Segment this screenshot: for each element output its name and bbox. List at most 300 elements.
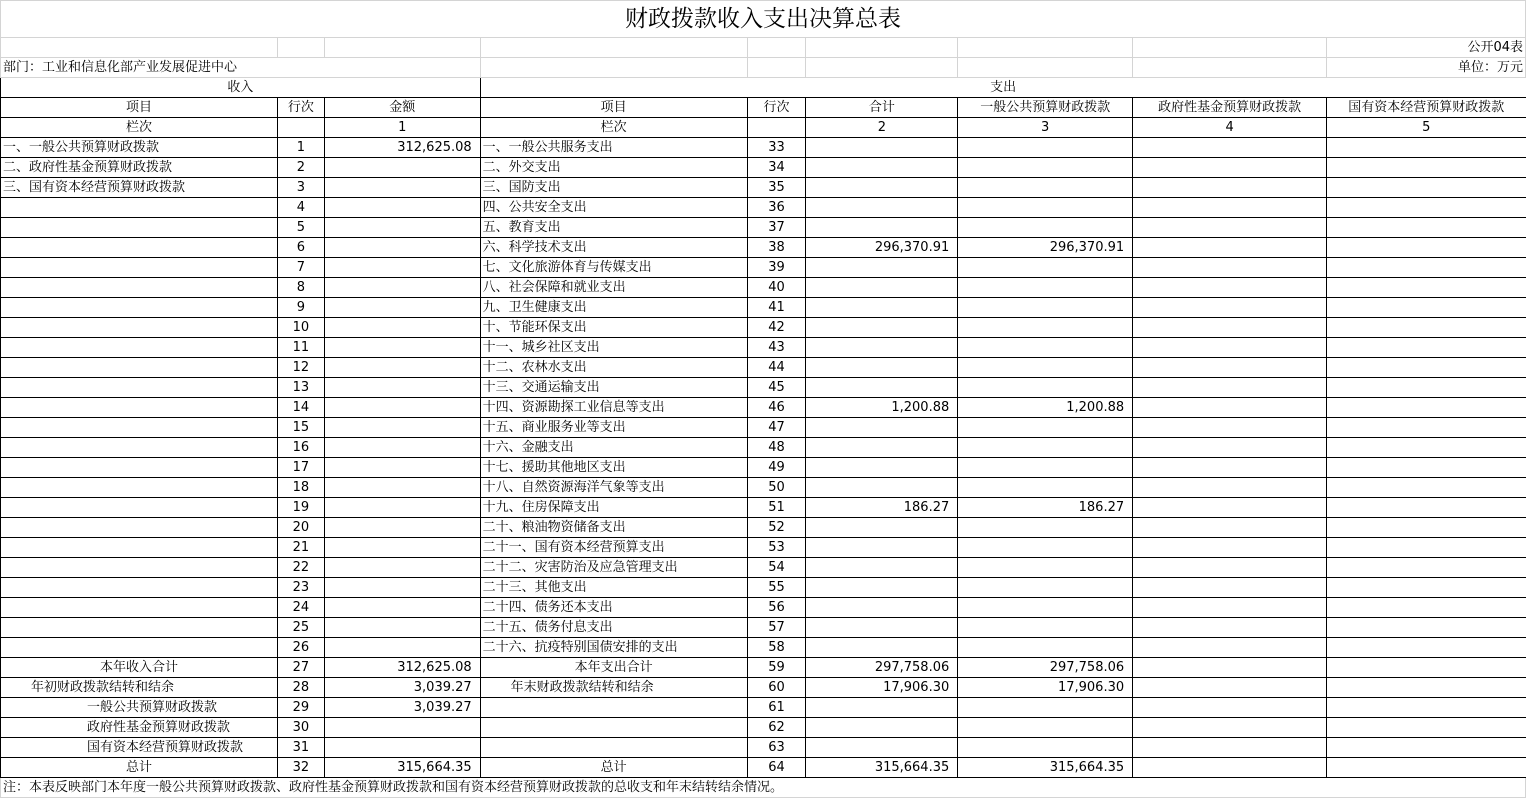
total-header: 合计 xyxy=(806,98,958,118)
income-row-no: 23 xyxy=(277,578,324,598)
income-row-no: 22 xyxy=(277,558,324,578)
empty-cell xyxy=(1133,738,1327,758)
end-balance-label: 年末财政拨款结转和结余 xyxy=(480,678,747,698)
income-item: 三、国有资本经营预算财政拨款 xyxy=(1,178,278,198)
expense-total-amount: 297,758.06 xyxy=(806,658,958,678)
income-row-no: 14 xyxy=(277,398,324,418)
income-item xyxy=(1,578,278,598)
empty-cell xyxy=(480,718,747,738)
expense-total xyxy=(806,258,958,278)
table-row xyxy=(1,498,1526,518)
income-amount xyxy=(324,338,480,358)
expense-general xyxy=(958,578,1133,598)
expense-row-no: 49 xyxy=(747,458,806,478)
income-row-no: 24 xyxy=(277,598,324,618)
income-item xyxy=(1,238,278,258)
empty-cell xyxy=(958,718,1133,738)
empty-cell xyxy=(1133,658,1327,678)
expense-gov-fund xyxy=(1133,318,1327,338)
expense-item-header: 项目 xyxy=(480,98,747,118)
column-label: 栏次 xyxy=(480,118,747,138)
income-item xyxy=(1,478,278,498)
income-amount xyxy=(324,318,480,338)
summary-row xyxy=(1,678,1526,698)
expense-row-no: 45 xyxy=(747,378,806,398)
expense-gov-fund xyxy=(1133,438,1327,458)
expense-row-no: 34 xyxy=(747,158,806,178)
empty-cell xyxy=(480,698,747,718)
empty-cell xyxy=(480,738,747,758)
column-number: 1 xyxy=(324,118,480,138)
expense-item: 十七、援助其他地区支出 xyxy=(480,458,747,478)
income-item xyxy=(1,558,278,578)
row-62-no: 62 xyxy=(747,718,806,738)
table-row xyxy=(1,198,1526,218)
expense-total xyxy=(806,558,958,578)
expense-row-no: 55 xyxy=(747,578,806,598)
expense-total xyxy=(806,378,958,398)
expense-general xyxy=(958,538,1133,558)
income-item xyxy=(1,638,278,658)
expense-total xyxy=(806,618,958,638)
expense-header: 支出 xyxy=(480,78,1525,98)
income-row-no: 5 xyxy=(277,218,324,238)
empty-cell xyxy=(958,698,1133,718)
expense-item: 二十五、债务付息支出 xyxy=(480,618,747,638)
income-row-no: 21 xyxy=(277,538,324,558)
expense-general: 186.27 xyxy=(958,498,1133,518)
expense-gov-fund xyxy=(1133,138,1327,158)
expense-general xyxy=(958,438,1133,458)
expense-state-capital xyxy=(1327,618,1526,638)
begin-state-capital-label: 国有资本经营预算财政拨款 xyxy=(1,738,278,758)
expense-row-no: 51 xyxy=(747,498,806,518)
income-item xyxy=(1,338,278,358)
income-amount xyxy=(324,558,480,578)
column-number: 2 xyxy=(806,118,958,138)
begin-general-no: 29 xyxy=(277,698,324,718)
table-row xyxy=(1,398,1526,418)
table-row xyxy=(1,158,1526,178)
begin-balance-amount: 3,039.27 xyxy=(324,678,480,698)
expense-item: 十五、商业服务业等支出 xyxy=(480,418,747,438)
expense-state-capital xyxy=(1327,518,1526,538)
table-row xyxy=(1,378,1526,398)
income-row-no: 17 xyxy=(277,458,324,478)
footnote: 注：本表反映部门本年度一般公共预算财政拨款、政府性基金预算财政拨款和国有资本经营预算财政拨款的总收支和年末结转结余情况。 xyxy=(1,778,1526,798)
expense-row-no: 38 xyxy=(747,238,806,258)
page-title: 财政拨款收入支出决算总表 xyxy=(1,1,1526,38)
expense-general xyxy=(958,558,1133,578)
expense-gov-fund xyxy=(1133,278,1327,298)
table-row xyxy=(1,438,1526,458)
expense-total-no: 59 xyxy=(747,658,806,678)
expense-gov-fund xyxy=(1133,578,1327,598)
expense-row-no: 48 xyxy=(747,438,806,458)
table-row xyxy=(1,478,1526,498)
expense-general xyxy=(958,358,1133,378)
expense-item: 十六、金融支出 xyxy=(480,438,747,458)
income-amount xyxy=(324,298,480,318)
income-row-no: 8 xyxy=(277,278,324,298)
expense-general xyxy=(958,178,1133,198)
income-row-no: 6 xyxy=(277,238,324,258)
income-amount xyxy=(324,458,480,478)
expense-general xyxy=(958,318,1133,338)
income-row-no: 3 xyxy=(277,178,324,198)
expense-item: 十八、自然资源海洋气象等支出 xyxy=(480,478,747,498)
income-amount xyxy=(324,578,480,598)
empty-cell xyxy=(958,738,1133,758)
expense-row-no: 37 xyxy=(747,218,806,238)
begin-general-label: 一般公共预算财政拨款 xyxy=(1,698,278,718)
expense-gov-fund xyxy=(1133,298,1327,318)
income-total-amount: 312,625.08 xyxy=(324,658,480,678)
income-amount xyxy=(324,398,480,418)
gov-fund-header: 政府性基金预算财政拨款 xyxy=(1133,98,1327,118)
expense-item: 二十六、抗疫特别国债安排的支出 xyxy=(480,638,747,658)
income-row-no: 13 xyxy=(277,378,324,398)
empty-cell xyxy=(1133,698,1327,718)
expense-row-no: 46 xyxy=(747,398,806,418)
expense-state-capital xyxy=(1327,178,1526,198)
expense-gov-fund xyxy=(1133,378,1327,398)
expense-item: 十三、交通运输支出 xyxy=(480,378,747,398)
row-63-no: 63 xyxy=(747,738,806,758)
begin-general-amount: 3,039.27 xyxy=(324,698,480,718)
income-row-no: 7 xyxy=(277,258,324,278)
expense-item: 九、卫生健康支出 xyxy=(480,298,747,318)
expense-state-capital xyxy=(1327,198,1526,218)
grand-total-no: 32 xyxy=(277,758,324,778)
empty-cell xyxy=(1327,758,1526,778)
grand-total-amount: 315,664.35 xyxy=(324,758,480,778)
expense-general xyxy=(958,518,1133,538)
expense-row-no: 35 xyxy=(747,178,806,198)
expense-state-capital xyxy=(1327,158,1526,178)
empty-cell xyxy=(1327,658,1526,678)
state-capital-header: 国有资本经营预算财政拨款 xyxy=(1327,98,1526,118)
expense-general xyxy=(958,278,1133,298)
income-amount xyxy=(324,198,480,218)
income-item xyxy=(1,458,278,478)
expense-item: 二十三、其他支出 xyxy=(480,578,747,598)
expense-gov-fund xyxy=(1133,338,1327,358)
column-label: 栏次 xyxy=(1,118,278,138)
income-row-no: 15 xyxy=(277,418,324,438)
expense-general xyxy=(958,338,1133,358)
expense-general xyxy=(958,598,1133,618)
income-amount xyxy=(324,638,480,658)
expense-gov-fund xyxy=(1133,418,1327,438)
expense-item: 二十二、灾害防治及应急管理支出 xyxy=(480,558,747,578)
income-amount xyxy=(324,518,480,538)
expense-total xyxy=(806,598,958,618)
income-item xyxy=(1,538,278,558)
expense-state-capital xyxy=(1327,298,1526,318)
expense-state-capital xyxy=(1327,238,1526,258)
end-balance-general: 17,906.30 xyxy=(958,678,1133,698)
expense-state-capital xyxy=(1327,598,1526,618)
income-item xyxy=(1,378,278,398)
expense-state-capital xyxy=(1327,138,1526,158)
end-balance-total: 17,906.30 xyxy=(806,678,958,698)
income-header: 收入 xyxy=(1,78,481,98)
expense-item: 十九、住房保障支出 xyxy=(480,498,747,518)
expense-item: 四、公共安全支出 xyxy=(480,198,747,218)
expense-general xyxy=(958,218,1133,238)
income-amount xyxy=(324,538,480,558)
expense-item: 二十四、债务还本支出 xyxy=(480,598,747,618)
income-item: 二、政府性基金预算财政拨款 xyxy=(1,158,278,178)
expense-state-capital xyxy=(1327,578,1526,598)
income-row-no-header: 行次 xyxy=(277,98,324,118)
expense-total-general: 297,758.06 xyxy=(958,658,1133,678)
column-number: 3 xyxy=(958,118,1133,138)
income-row-no: 26 xyxy=(277,638,324,658)
table-row xyxy=(1,138,1526,158)
income-row-no: 4 xyxy=(277,198,324,218)
expense-gov-fund xyxy=(1133,358,1327,378)
empty-cell xyxy=(806,718,958,738)
column-number: 4 xyxy=(1133,118,1327,138)
expense-general xyxy=(958,458,1133,478)
empty-cell xyxy=(1133,718,1327,738)
expense-row-no: 40 xyxy=(747,278,806,298)
expense-gov-fund xyxy=(1133,398,1327,418)
table-row xyxy=(1,178,1526,198)
begin-state-capital-no: 31 xyxy=(277,738,324,758)
income-amount xyxy=(324,218,480,238)
expense-row-no: 58 xyxy=(747,638,806,658)
summary-row xyxy=(1,758,1526,778)
expense-gov-fund xyxy=(1133,498,1327,518)
grand-total-general: 315,664.35 xyxy=(958,758,1133,778)
expense-gov-fund xyxy=(1133,158,1327,178)
income-item xyxy=(1,398,278,418)
expense-total xyxy=(806,278,958,298)
table-row xyxy=(1,338,1526,358)
expense-state-capital xyxy=(1327,318,1526,338)
empty-cell xyxy=(1133,758,1327,778)
grand-total-expense: 315,664.35 xyxy=(806,758,958,778)
expense-total xyxy=(806,158,958,178)
income-amount-header: 金额 xyxy=(324,98,480,118)
income-amount xyxy=(324,438,480,458)
expense-general xyxy=(958,298,1133,318)
expense-total xyxy=(806,218,958,238)
empty-cell xyxy=(806,698,958,718)
expense-item: 十一、城乡社区支出 xyxy=(480,338,747,358)
expense-general: 1,200.88 xyxy=(958,398,1133,418)
summary-row xyxy=(1,718,1526,738)
income-item xyxy=(1,278,278,298)
expense-state-capital xyxy=(1327,258,1526,278)
expense-general xyxy=(958,378,1133,398)
table-row xyxy=(1,458,1526,478)
empty-cell xyxy=(1133,678,1327,698)
expense-item: 一、一般公共服务支出 xyxy=(480,138,747,158)
expense-gov-fund xyxy=(1133,518,1327,538)
summary-row xyxy=(1,658,1526,678)
income-item xyxy=(1,498,278,518)
expense-row-no: 41 xyxy=(747,298,806,318)
expense-total xyxy=(806,178,958,198)
table-number: 公开04表 xyxy=(1327,38,1526,58)
table-row xyxy=(1,578,1526,598)
income-item xyxy=(1,618,278,638)
expense-gov-fund xyxy=(1133,458,1327,478)
expense-total xyxy=(806,638,958,658)
income-amount xyxy=(324,598,480,618)
expense-state-capital xyxy=(1327,338,1526,358)
expense-total xyxy=(806,478,958,498)
table-row xyxy=(1,238,1526,258)
expense-gov-fund xyxy=(1133,538,1327,558)
general-budget-header: 一般公共预算财政拨款 xyxy=(958,98,1133,118)
row-61-no: 61 xyxy=(747,698,806,718)
income-item xyxy=(1,598,278,618)
table-row xyxy=(1,258,1526,278)
income-row-no: 20 xyxy=(277,518,324,538)
expense-item: 十二、农林水支出 xyxy=(480,358,747,378)
table-row xyxy=(1,558,1526,578)
expense-item: 十、节能环保支出 xyxy=(480,318,747,338)
expense-state-capital xyxy=(1327,378,1526,398)
income-row-no: 10 xyxy=(277,318,324,338)
begin-gov-fund-no: 30 xyxy=(277,718,324,738)
column-number: 5 xyxy=(1327,118,1526,138)
expense-item: 七、文化旅游体育与传媒支出 xyxy=(480,258,747,278)
income-total-label: 本年收入合计 xyxy=(1,658,278,678)
income-row-no: 12 xyxy=(277,358,324,378)
expense-row-no: 52 xyxy=(747,518,806,538)
empty-cell xyxy=(1327,738,1526,758)
expense-total xyxy=(806,358,958,378)
begin-gov-fund-label: 政府性基金预算财政拨款 xyxy=(1,718,278,738)
expense-gov-fund xyxy=(1133,478,1327,498)
expense-total: 1,200.88 xyxy=(806,398,958,418)
table-row xyxy=(1,278,1526,298)
income-row-no: 9 xyxy=(277,298,324,318)
expense-total xyxy=(806,438,958,458)
expense-general xyxy=(958,258,1133,278)
table-row xyxy=(1,518,1526,538)
expense-gov-fund xyxy=(1133,638,1327,658)
expense-item: 二十一、国有资本经营预算支出 xyxy=(480,538,747,558)
expense-total: 296,370.91 xyxy=(806,238,958,258)
income-amount xyxy=(324,278,480,298)
income-item: 一、一般公共预算财政拨款 xyxy=(1,138,278,158)
expense-gov-fund xyxy=(1133,618,1327,638)
income-item xyxy=(1,358,278,378)
income-row-no: 18 xyxy=(277,478,324,498)
expense-state-capital xyxy=(1327,358,1526,378)
empty-cell xyxy=(1327,718,1526,738)
income-total-no: 27 xyxy=(277,658,324,678)
expense-state-capital xyxy=(1327,458,1526,478)
expense-state-capital xyxy=(1327,558,1526,578)
expense-row-no: 53 xyxy=(747,538,806,558)
expense-total-label: 本年支出合计 xyxy=(480,658,747,678)
expense-item: 二、外交支出 xyxy=(480,158,747,178)
expense-row-no: 54 xyxy=(747,558,806,578)
expense-total: 186.27 xyxy=(806,498,958,518)
income-amount xyxy=(324,418,480,438)
table-row xyxy=(1,618,1526,638)
grand-total-no: 64 xyxy=(747,758,806,778)
expense-state-capital xyxy=(1327,498,1526,518)
expense-row-no-header: 行次 xyxy=(747,98,806,118)
expense-state-capital xyxy=(1327,218,1526,238)
expense-total xyxy=(806,518,958,538)
begin-balance-label: 年初财政拨款结转和结余 xyxy=(1,678,278,698)
grand-total-label: 总计 xyxy=(1,758,278,778)
table-row xyxy=(1,358,1526,378)
income-item xyxy=(1,438,278,458)
table-row xyxy=(1,538,1526,558)
income-amount xyxy=(324,618,480,638)
expense-row-no: 57 xyxy=(747,618,806,638)
income-amount xyxy=(324,378,480,398)
expense-general xyxy=(958,418,1133,438)
income-item xyxy=(1,418,278,438)
expense-row-no: 33 xyxy=(747,138,806,158)
expense-general xyxy=(958,638,1133,658)
begin-balance-no: 28 xyxy=(277,678,324,698)
table-row xyxy=(1,298,1526,318)
expense-total xyxy=(806,198,958,218)
income-amount xyxy=(324,358,480,378)
expense-item: 六、科学技术支出 xyxy=(480,238,747,258)
expense-general xyxy=(958,478,1133,498)
income-row-no: 1 xyxy=(277,138,324,158)
expense-total xyxy=(806,298,958,318)
income-amount xyxy=(324,178,480,198)
expense-gov-fund xyxy=(1133,218,1327,238)
summary-row xyxy=(1,738,1526,758)
income-amount xyxy=(324,478,480,498)
expense-row-no: 50 xyxy=(747,478,806,498)
expense-general xyxy=(958,198,1133,218)
expense-row-no: 56 xyxy=(747,598,806,618)
department-label: 部门：工业和信息化部产业发展促进中心 xyxy=(1,58,481,78)
expense-total xyxy=(806,318,958,338)
income-item xyxy=(1,198,278,218)
expense-state-capital xyxy=(1327,538,1526,558)
expense-state-capital xyxy=(1327,438,1526,458)
table-row xyxy=(1,218,1526,238)
empty-cell xyxy=(1327,678,1526,698)
income-row-no: 11 xyxy=(277,338,324,358)
expense-row-no: 44 xyxy=(747,358,806,378)
income-item xyxy=(1,218,278,238)
expense-gov-fund xyxy=(1133,258,1327,278)
expense-item: 八、社会保障和就业支出 xyxy=(480,278,747,298)
income-item xyxy=(1,258,278,278)
expense-total xyxy=(806,578,958,598)
income-amount xyxy=(324,258,480,278)
expense-total xyxy=(806,538,958,558)
income-item xyxy=(1,518,278,538)
table-row xyxy=(1,638,1526,658)
table-row xyxy=(1,598,1526,618)
expense-item: 五、教育支出 xyxy=(480,218,747,238)
grand-total-label: 总计 xyxy=(480,758,747,778)
table-row xyxy=(1,418,1526,438)
empty-cell xyxy=(806,738,958,758)
income-item xyxy=(1,318,278,338)
